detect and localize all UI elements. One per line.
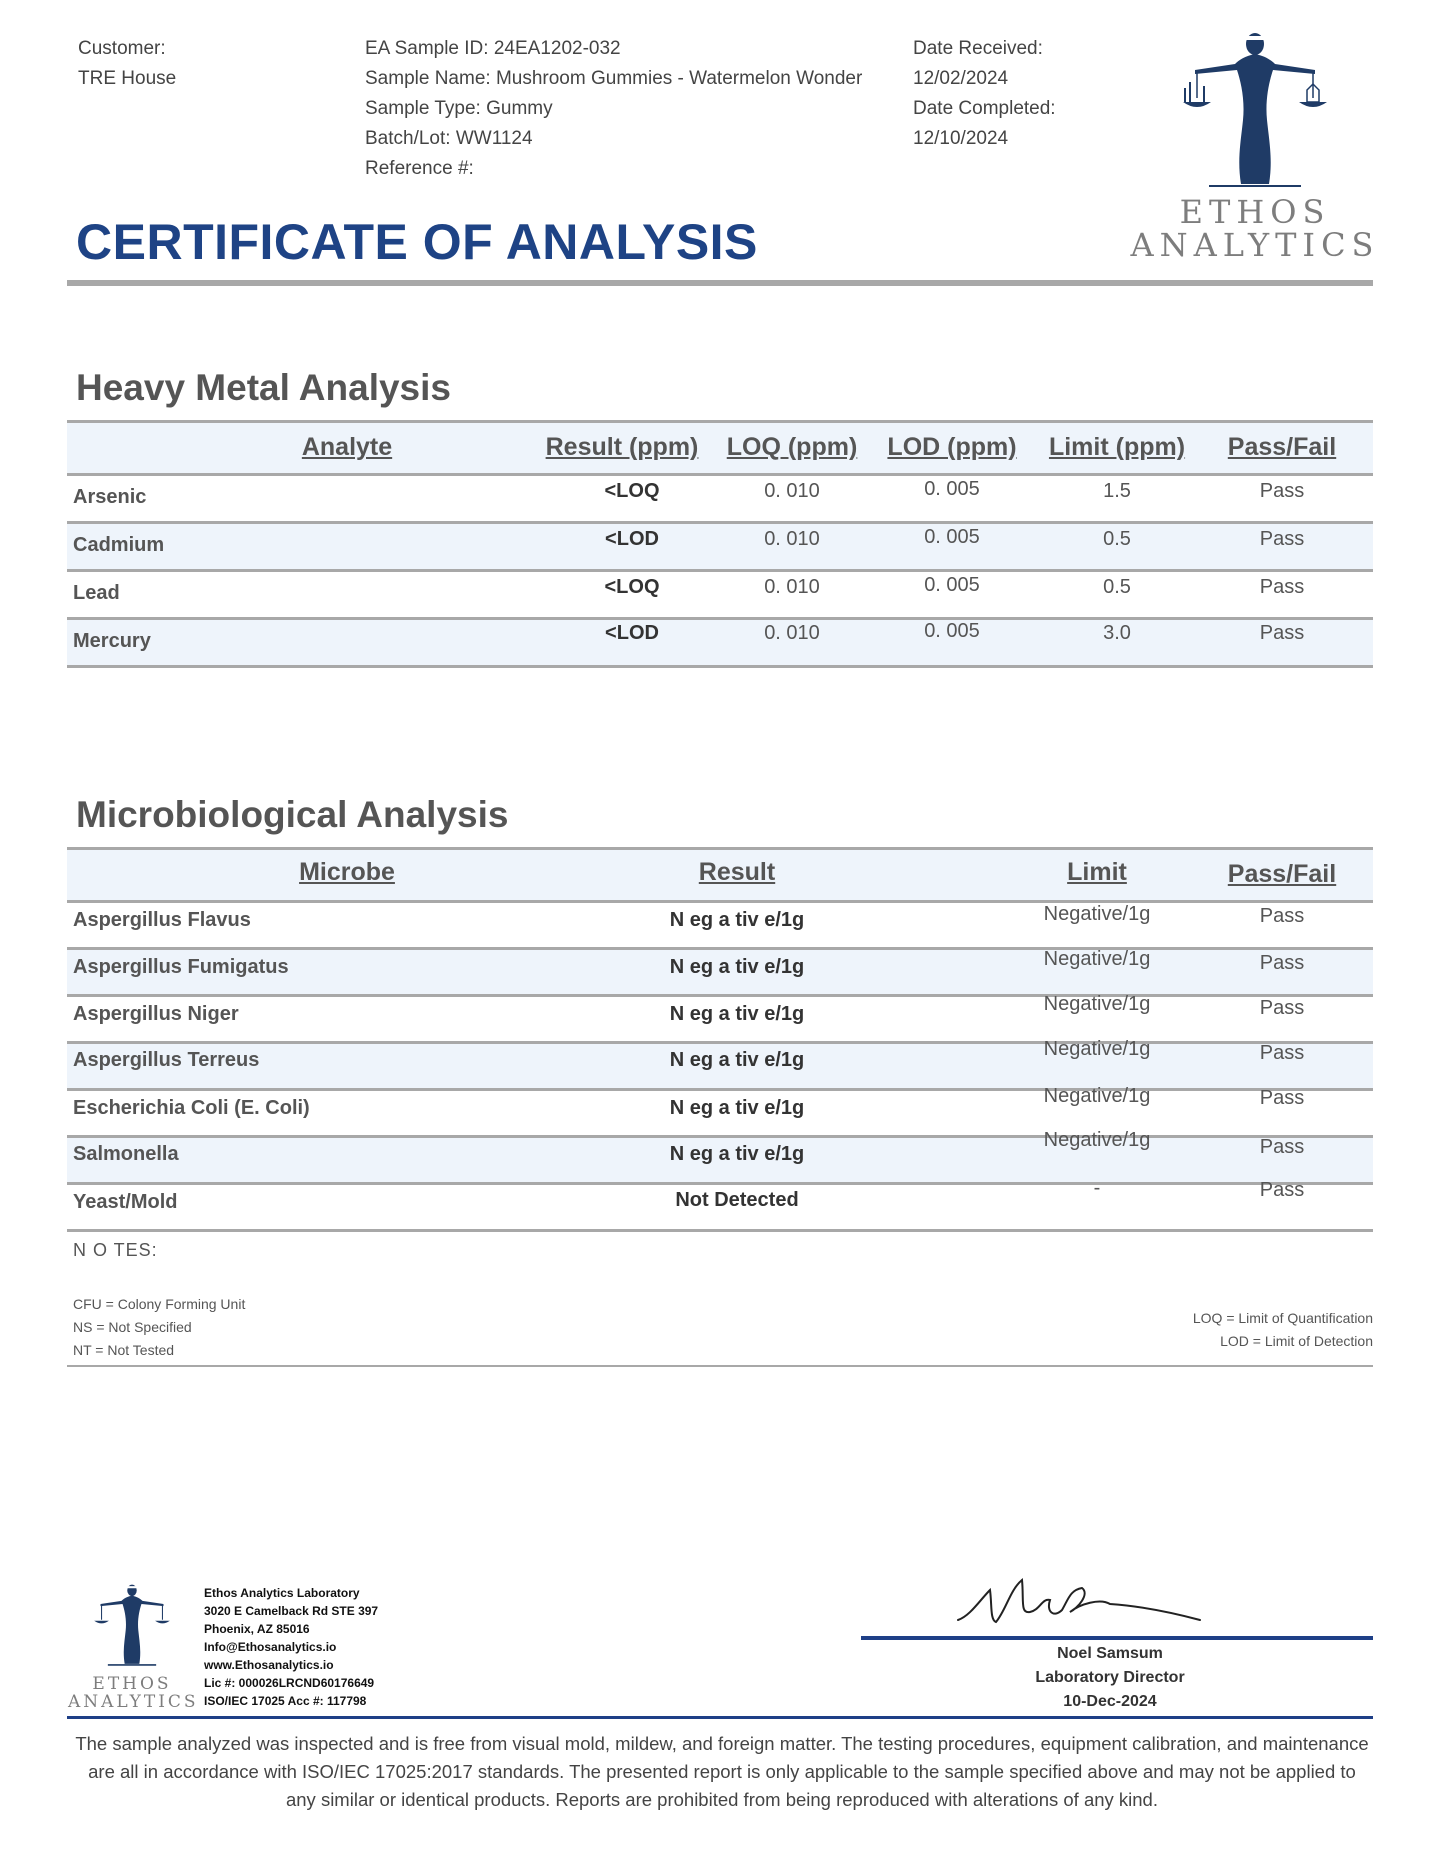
col-header-loq: LOQ (ppm) [726, 433, 858, 461]
heavy-metal-heading: Heavy Metal Analysis [76, 367, 451, 408]
microbe-status: Pass [1259, 997, 1305, 1019]
microbe-result: Not Detected [675, 1189, 799, 1211]
microbe-name: Aspergillus Niger [73, 1003, 239, 1025]
sample-type: Sample Type: Gummy [365, 98, 553, 119]
analyte-name: Arsenic [73, 486, 147, 508]
table-header-row [67, 850, 1373, 903]
analyte-name: Lead [73, 582, 120, 604]
analyte-status: Pass [1259, 622, 1305, 644]
analyte-status: Pass [1259, 480, 1305, 502]
col-header-microbe: Microbe [299, 858, 395, 886]
notes-definitions [1193, 1307, 1373, 1353]
lab-email: Info@Ethosanalytics.io [204, 1640, 337, 1654]
microbe-name: Escherichia Coli (E. Coli) [73, 1097, 310, 1119]
col-header-lod: LOD (ppm) [887, 433, 1017, 461]
col-header-analyte: Analyte [301, 433, 393, 461]
lab-website: www.Ethosanalytics.io [204, 1658, 334, 1672]
signature-date: 10-Dec-2024 [1063, 1693, 1157, 1710]
col-header-pass-fail: Pass/Fail [1227, 860, 1337, 888]
microbe-limit: Negative/1g [1043, 993, 1151, 1015]
note-loq: LOQ = Limit of Quantification [1192, 1310, 1373, 1326]
table-header-row [67, 423, 1373, 476]
notes-abbreviations [73, 1293, 245, 1362]
reference: Reference #: [365, 158, 474, 179]
microbe-limit: Negative/1g [1043, 1038, 1151, 1060]
sample-name: Sample Name: Mushroom Gummies - Watermelon Wonder [365, 68, 863, 89]
microbe-limit: Negative/1g [1043, 948, 1151, 970]
signature-line [861, 1636, 1373, 1640]
table-row [67, 993, 1373, 1044]
microbe-name: Salmonella [73, 1143, 179, 1165]
note-cfu: CFU = Colony Forming Unit [73, 1296, 246, 1312]
analyte-lod: 0. 005 [924, 574, 980, 596]
table-row [67, 903, 1373, 950]
analyte-limit: 0.5 [1103, 576, 1131, 598]
logo-wordmark-line1: ETHOS [1179, 193, 1331, 231]
analyte-loq: 0. 010 [764, 480, 820, 502]
heavy-metal-table [67, 420, 1373, 668]
table-row [67, 476, 1373, 524]
lab-name: Ethos Analytics Laboratory [204, 1586, 360, 1600]
microbe-limit: - [1093, 1177, 1101, 1199]
microbe-status: Pass [1259, 905, 1305, 927]
lab-contact-info [204, 1584, 378, 1710]
table-row [67, 1177, 1373, 1232]
customer-info [78, 34, 176, 94]
analyte-loq: 0. 010 [764, 528, 820, 550]
col-header-result: Result (ppm) [545, 433, 699, 461]
note-nt: NT = Not Tested [73, 1342, 175, 1358]
microbe-status: Pass [1259, 1136, 1305, 1158]
analyte-lod: 0. 005 [924, 478, 980, 500]
lab-address-line1: 3020 E Camelback Rd STE 397 [204, 1604, 379, 1618]
col-header-limit: Limit (ppm) [1048, 433, 1186, 461]
sample-info [365, 34, 862, 184]
date-received-label: Date Received: [913, 38, 1043, 59]
microbe-status: Pass [1259, 952, 1305, 974]
scales-of-justice-figure-icon [1175, 30, 1335, 190]
customer-name: TRE House [78, 68, 177, 89]
analyte-name: Cadmium [73, 534, 165, 556]
company-logo [1130, 30, 1380, 270]
notes-label: N O TES: [73, 1240, 158, 1260]
analyte-limit: 3.0 [1103, 622, 1131, 644]
microbe-result: N eg a tiv e/1g [669, 1143, 805, 1165]
analyte-lod: 0. 005 [924, 620, 980, 642]
microbe-name: Aspergillus Flavus [73, 909, 251, 931]
col-header-pass-fail: Pass/Fail [1227, 433, 1337, 461]
date-received: 12/02/2024 [913, 68, 1009, 89]
lab-license: Lic #: 000026LRCND60176649 [204, 1676, 375, 1690]
microbe-result: N eg a tiv e/1g [669, 1049, 805, 1071]
microbe-limit: Negative/1g [1043, 903, 1151, 925]
sample-id: EA Sample ID: 24EA1202-032 [365, 38, 621, 59]
col-header-result: Result [698, 858, 776, 886]
scales-of-justice-figure-icon [90, 1580, 174, 1670]
table-row [67, 572, 1373, 620]
lab-address-line2: Phoenix, AZ 85016 [204, 1622, 310, 1636]
analyte-result: <LOQ [604, 480, 660, 502]
footer-logo [68, 1580, 199, 1712]
logo-wordmark-line2: ANALYTICS [1130, 226, 1380, 264]
microbe-limit: Negative/1g [1043, 1129, 1151, 1151]
signature-image [950, 1560, 1250, 1640]
analyte-result: <LOQ [604, 576, 660, 598]
microbe-result: N eg a tiv e/1g [669, 956, 805, 978]
microbe-limit: Negative/1g [1043, 1085, 1151, 1107]
signatory-role: Laboratory Director [1035, 1669, 1185, 1686]
disclaimer-text: The sample analyzed was inspected and is free from visual mold, mildew, and foreign matter. The testing procedures, equipment calibration, and maintenance are all in accordance with ISO/IEC 17025:2017 standards. The presented report is only applicable to the sample specified above and may not be applied to any similar or identical products. Reports are prohibited from being reproduced with alterations of any kind. [75, 1733, 1369, 1810]
microbe-name: Aspergillus Fumigatus [73, 956, 289, 978]
microbe-name: Aspergillus Terreus [73, 1049, 260, 1071]
note-lod: LOD = Limit of Detection [1220, 1333, 1373, 1349]
footer-logo-line2: ANALYTICS [68, 1692, 199, 1712]
lab-iso-accreditation: ISO/IEC 17025 Acc #: 117798 [204, 1694, 367, 1708]
col-header-limit: Limit [1067, 858, 1127, 886]
signatory-name: Noel Samsum [1057, 1645, 1163, 1662]
analyte-status: Pass [1259, 528, 1305, 550]
customer-label: Customer: [78, 38, 166, 59]
microbe-name: Yeast/Mold [73, 1191, 178, 1213]
microbe-result: N eg a tiv e/1g [669, 1003, 805, 1025]
analyte-lod: 0. 005 [924, 526, 980, 548]
table-row [67, 524, 1373, 572]
notes-divider [67, 1365, 1373, 1367]
analyte-result: <LOD [605, 528, 659, 550]
table-row [67, 1038, 1373, 1091]
microbe-status: Pass [1259, 1179, 1305, 1201]
footer-logo-line1: ETHOS [92, 1674, 172, 1694]
date-completed: 12/10/2024 [913, 128, 1009, 149]
analyte-limit: 1.5 [1103, 480, 1131, 502]
analyte-loq: 0. 010 [764, 576, 820, 598]
analyte-limit: 0.5 [1103, 528, 1131, 550]
analyte-name: Mercury [73, 630, 151, 652]
page-title: CERTIFICATE OF ANALYSIS [76, 214, 758, 270]
analyte-loq: 0. 010 [764, 622, 820, 644]
footer-divider [67, 1716, 1373, 1719]
signatory-info [990, 1642, 1230, 1714]
microbiological-heading: Microbiological Analysis [76, 794, 509, 835]
batch-lot: Batch/Lot: WW1124 [365, 128, 533, 149]
note-ns: NS = Not Specified [73, 1319, 192, 1335]
table-row [67, 950, 1373, 997]
table-row [67, 620, 1373, 668]
microbiological-table [67, 847, 1373, 1232]
microbe-result: N eg a tiv e/1g [669, 1097, 805, 1119]
microbe-result: N eg a tiv e/1g [669, 909, 805, 931]
analyte-result: <LOD [605, 622, 659, 644]
analyte-status: Pass [1259, 576, 1305, 598]
dates-info [913, 34, 1056, 154]
date-completed-label: Date Completed: [913, 98, 1056, 119]
title-divider [67, 280, 1373, 286]
microbe-status: Pass [1259, 1042, 1305, 1064]
microbe-status: Pass [1259, 1087, 1305, 1109]
